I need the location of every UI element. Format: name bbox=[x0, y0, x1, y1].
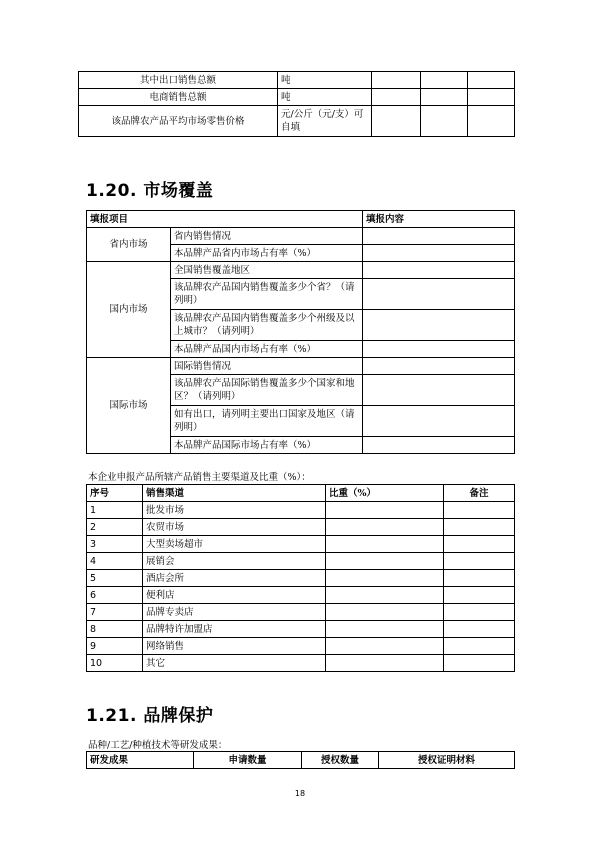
header-result: 研发成果 bbox=[87, 752, 194, 769]
item-label: 本品牌产品省内市场占有率（%） bbox=[171, 245, 363, 262]
row-no: 10 bbox=[87, 655, 143, 672]
sales-channels-table bbox=[86, 484, 515, 672]
table-row bbox=[87, 536, 515, 553]
item-label: 如有出口，请列明主要出口国家及地区（请列明） bbox=[171, 406, 363, 437]
table-row bbox=[87, 228, 515, 245]
row-channel: 品牌专卖店 bbox=[143, 604, 326, 621]
header-channel: 销售渠道 bbox=[143, 485, 326, 502]
table-row bbox=[79, 89, 515, 106]
row-channel: 品牌特许加盟店 bbox=[143, 621, 326, 638]
page-number: 18 bbox=[294, 789, 306, 798]
table-row bbox=[87, 604, 515, 621]
table-row bbox=[87, 587, 515, 604]
table-header-row bbox=[87, 752, 515, 769]
table-row bbox=[79, 72, 515, 89]
item-label: 该品牌农产品国际销售覆盖多少个国家和地区？（请列明） bbox=[171, 375, 363, 406]
header-proof: 授权证明材料 bbox=[379, 752, 515, 769]
section-title-market-coverage: 1.20. 市场覆盖 bbox=[86, 181, 214, 201]
header-fill: 填报内容 bbox=[363, 211, 515, 228]
table-row bbox=[79, 106, 515, 137]
rd-results-table bbox=[86, 751, 515, 769]
row-no: 6 bbox=[87, 587, 143, 604]
channels-caption: 本企业申报产品所辖产品销售主要渠道及比重（%）： bbox=[88, 472, 311, 483]
row-no: 5 bbox=[87, 570, 143, 587]
table-row bbox=[87, 553, 515, 570]
row-label: 该品牌农产品平均市场零售价格 bbox=[79, 106, 278, 137]
row-no: 9 bbox=[87, 638, 143, 655]
row-no: 3 bbox=[87, 536, 143, 553]
group-label-domestic: 国内市场 bbox=[87, 262, 171, 358]
table-row bbox=[87, 519, 515, 536]
row-unit: 吨 bbox=[278, 72, 372, 89]
section-title-brand-protection: 1.21. 品牌保护 bbox=[86, 706, 214, 726]
group-label-international: 国际市场 bbox=[87, 358, 171, 454]
header-apply: 申请数量 bbox=[194, 752, 302, 769]
row-channel: 农贸市场 bbox=[143, 519, 326, 536]
item-label: 该品牌农产品国内销售覆盖多少个州级及以上城市？（请列明） bbox=[171, 310, 363, 341]
row-channel: 网络销售 bbox=[143, 638, 326, 655]
row-channel: 展销会 bbox=[143, 553, 326, 570]
table-header-row bbox=[87, 211, 515, 228]
table-row bbox=[87, 502, 515, 519]
table-row bbox=[87, 621, 515, 638]
header-grant: 授权数量 bbox=[302, 752, 379, 769]
header-ratio: 比重（%） bbox=[326, 485, 444, 502]
table-row bbox=[87, 262, 515, 279]
row-channel: 其它 bbox=[143, 655, 326, 672]
row-no: 4 bbox=[87, 553, 143, 570]
item-label: 全国销售覆盖地区 bbox=[171, 262, 363, 279]
item-label: 本品牌产品国内市场占有率（%） bbox=[171, 341, 363, 358]
item-label: 本品牌产品国际市场占有率（%） bbox=[171, 437, 363, 454]
row-label: 其中出口销售总额 bbox=[79, 72, 278, 89]
row-channel: 酒店会所 bbox=[143, 570, 326, 587]
market-coverage-table bbox=[86, 210, 515, 454]
header-item: 填报项目 bbox=[87, 211, 363, 228]
row-label: 电商销售总额 bbox=[79, 89, 278, 106]
item-label: 该品牌农产品国内销售覆盖多少个省？（请列明） bbox=[171, 279, 363, 310]
header-no: 序号 bbox=[87, 485, 143, 502]
rd-caption: 品种/工艺/种植技术等研发成果： bbox=[88, 740, 228, 751]
row-no: 1 bbox=[87, 502, 143, 519]
row-unit: 吨 bbox=[278, 89, 372, 106]
table-row bbox=[87, 358, 515, 375]
item-label: 省内销售情况 bbox=[171, 228, 363, 245]
group-label-province: 省内市场 bbox=[87, 228, 171, 262]
item-label: 国际销售情况 bbox=[171, 358, 363, 375]
table-row bbox=[87, 570, 515, 587]
row-channel: 大型卖场超市 bbox=[143, 536, 326, 553]
row-unit: 元/公斤（元/支）可自填 bbox=[278, 106, 372, 137]
row-no: 2 bbox=[87, 519, 143, 536]
row-no: 8 bbox=[87, 621, 143, 638]
row-no: 7 bbox=[87, 604, 143, 621]
table-header-row bbox=[87, 485, 515, 502]
header-note: 备注 bbox=[444, 485, 515, 502]
top-table bbox=[78, 71, 515, 137]
table-row bbox=[87, 655, 515, 672]
table-row bbox=[87, 638, 515, 655]
row-channel: 批发市场 bbox=[143, 502, 326, 519]
row-channel: 便利店 bbox=[143, 587, 326, 604]
